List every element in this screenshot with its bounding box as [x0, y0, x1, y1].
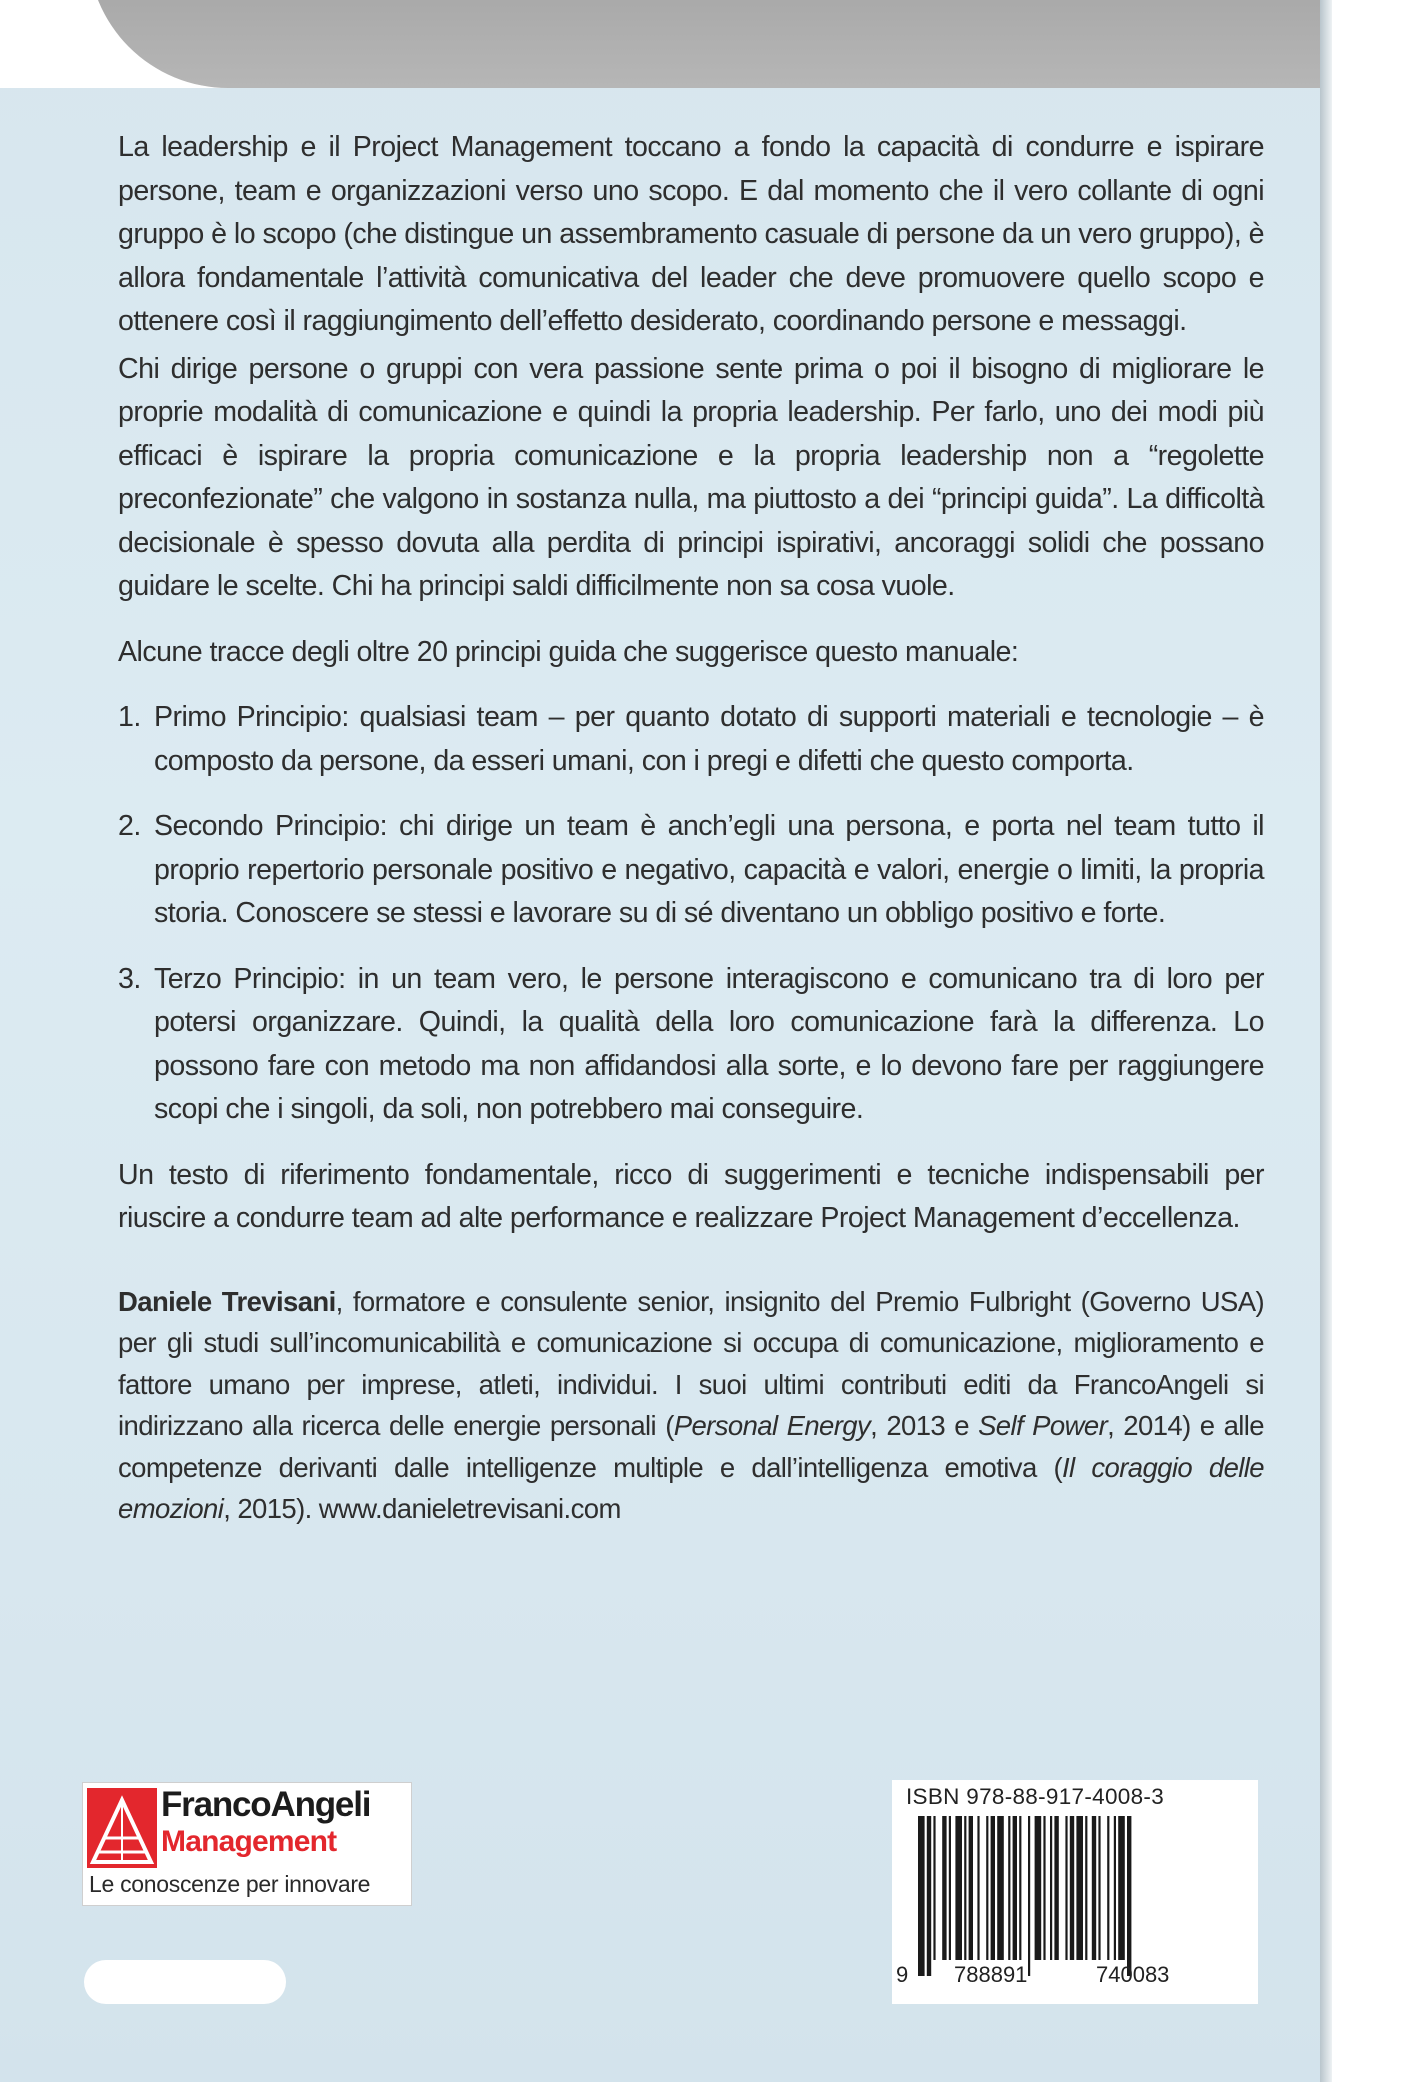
- book-title: Self Power: [978, 1410, 1108, 1441]
- principle-item: [118, 805, 1264, 936]
- author-bio-text: , 2013 e: [870, 1410, 979, 1441]
- principle-text: Secondo Principio: chi dirige un team è anch’egli una persona, e porta nel team tutto il proprio repertorio personale positivo e negativo, capacità e valori, energie o limiti, la propria storia. Conoscere se stessi e lavorare su di sé diventano un obbligo positivo e forte.: [154, 810, 1264, 929]
- barcode-bar: [927, 1816, 931, 1976]
- isbn-label: ISBN 978-88-917-4008-3: [906, 1784, 1165, 1809]
- barcode-bar: [918, 1816, 925, 1976]
- barcode-bar: [1028, 1816, 1030, 1976]
- publisher-series: Management: [161, 1825, 337, 1858]
- author-bio-text: , 2014) e alle competenze derivanti dalle intelligenze multiple e dall’intelligenza emotiva (: [118, 1410, 1265, 1483]
- barcode-bar: [1085, 1816, 1087, 1960]
- principle-number: 1.: [118, 701, 141, 733]
- barcode-graphic: [892, 1780, 1258, 2004]
- publisher-logo-icon: [87, 1788, 157, 1868]
- barcode-bar: [969, 1816, 973, 1960]
- barcode-bar: [1107, 1816, 1109, 1960]
- barcode-bar: [1076, 1816, 1083, 1960]
- barcode-bar: [1070, 1816, 1074, 1960]
- barcode-bar: [964, 1816, 966, 1960]
- barcode-bar: [1127, 1816, 1131, 1976]
- barcode-bar: [1008, 1816, 1010, 1960]
- barcode-digits-right: 740083: [1096, 1962, 1170, 1987]
- blurb-list-intro: Alcune tracce degli oltre 20 principi guida che suggerisce questo manuale:: [118, 635, 1019, 668]
- publisher-mark-icon: [89, 1790, 155, 1866]
- publisher-slogan: Le conoscenze per innovare: [89, 1871, 371, 1897]
- barcode-bar: [1065, 1816, 1067, 1960]
- blurb-text: [118, 126, 1264, 1530]
- barcode-bar: [1118, 1816, 1125, 1960]
- blurb-closing: Un testo di riferimento fondamentale, ricco di suggerimenti e tecniche indispensabili per riuscire a condurre team ad alte performance e realizzare Project Management d’eccellenza.: [118, 1158, 1264, 1234]
- cover-edge: [1320, 0, 1332, 2082]
- barcode-bar: [1098, 1816, 1100, 1960]
- principle-text: Primo Principio: qualsiasi team – per quanto dotato di supporti materiali e tecnologie – è composto da persone, da esseri umani, con i pregi e difetti che questo comporta.: [154, 701, 1264, 777]
- barcode-bar: [1019, 1816, 1021, 1960]
- barcode-bar: [997, 1816, 1004, 1960]
- author-name: Daniele Trevisani: [118, 1285, 336, 1317]
- barcode-bar: [1054, 1816, 1058, 1960]
- principles-list: [118, 696, 1264, 1132]
- barcode-bar: [933, 1816, 935, 1960]
- author-bio-text: , 2015). www.danieletrevisani.com: [223, 1493, 621, 1524]
- barcode-bar: [1114, 1816, 1116, 1960]
- barcode-bar: [1043, 1816, 1045, 1960]
- barcode-bar: [1092, 1816, 1096, 1960]
- author-bio: [118, 1281, 1264, 1530]
- barcode-bar: [1035, 1816, 1042, 1960]
- blurb-paragraph: La leadership e il Project Management toccano a fondo la capacità di condurre e ispirare persone, team e organizzazioni verso uno scopo. E dal momento che il vero collante di ogni gruppo è lo scopo (che distingue un assembramento casuale di persone da un vero gruppo), è allora fondamentale l’attività comunicativa del leader che deve promuovere quello scopo e ottenere così il raggiungimento dell’effetto desiderato, coordinando persone e messaggi.: [118, 131, 1264, 337]
- barcode-bar: [991, 1816, 995, 1960]
- principle-text: Terzo Principio: in un team vero, le persone interagiscono e comunicano tra di loro per potersi organizzare. Quindi, la qualità della loro comunicazione farà la differenza. Lo possono fare con metodo ma non affidandosi alla sorte, e lo devono fare per raggiungere scopi che i singoli, da soli, non potrebbero mai conseguire.: [154, 962, 1264, 1125]
- principle-item: [118, 958, 1264, 1132]
- publisher-name: FrancoAngeli: [161, 1785, 371, 1824]
- author-bio-text: , formatore e consulente senior, insignito del Premio Fulbright (Governo USA) per gli studi sull’incomunicabilità e comunicazione si occupa di comunicazione, miglioramento e fattore umano per imprese, atleti, individui. I suoi ultimi contributi editi da FrancoAngeli si indirizzano alla ricerca delle energie personali (: [118, 1285, 1265, 1441]
- book-title: Personal Energy: [673, 1410, 871, 1441]
- barcode-digit-first: 9: [896, 1962, 909, 1987]
- barcode-bar: [949, 1816, 951, 1960]
- barcode-bar: [1013, 1816, 1017, 1960]
- barcode-bar: [942, 1816, 946, 1960]
- blurb-paragraph: Chi dirige persone o gruppi con vera passione sente prima o poi il bisogno di migliorare le proprie modalità di comunicazione e quindi la propria leadership. Per farlo, uno dei modi più efficaci è ispirare la propria comunicazione e la propria leadership non a “regolette preconfezionate” che valgono in sostanza nulla, ma piuttosto a dei “principi guida”. La difficoltà decisionale è spesso dovuta alla perdita di principi ispirativi, ancoraggi solidi che possano guidare le scelte. Chi ha principi saldi difficilmente non sa cosa vuole.: [118, 352, 1264, 602]
- barcode-bar: [955, 1816, 962, 1960]
- barcode-bar: [977, 1816, 979, 1960]
- principle-number: 3.: [118, 962, 141, 995]
- barcode-digits-left: 788891: [954, 1962, 1028, 1987]
- isbn-barcode: [892, 1780, 1258, 2004]
- barcode-bar: [1050, 1816, 1052, 1960]
- publisher-logo-block: [82, 1782, 412, 1906]
- top-gray-shape: [88, 0, 1320, 88]
- principle-number: 2.: [118, 810, 141, 842]
- top-band: [0, 0, 1320, 88]
- price-label-blank: [84, 1960, 286, 2004]
- barcode-bar: [986, 1816, 988, 1960]
- principle-item: [118, 696, 1264, 783]
- barcode-bars: [918, 1816, 1131, 1976]
- book-title: Il coraggio delle emozioni: [118, 1451, 1264, 1524]
